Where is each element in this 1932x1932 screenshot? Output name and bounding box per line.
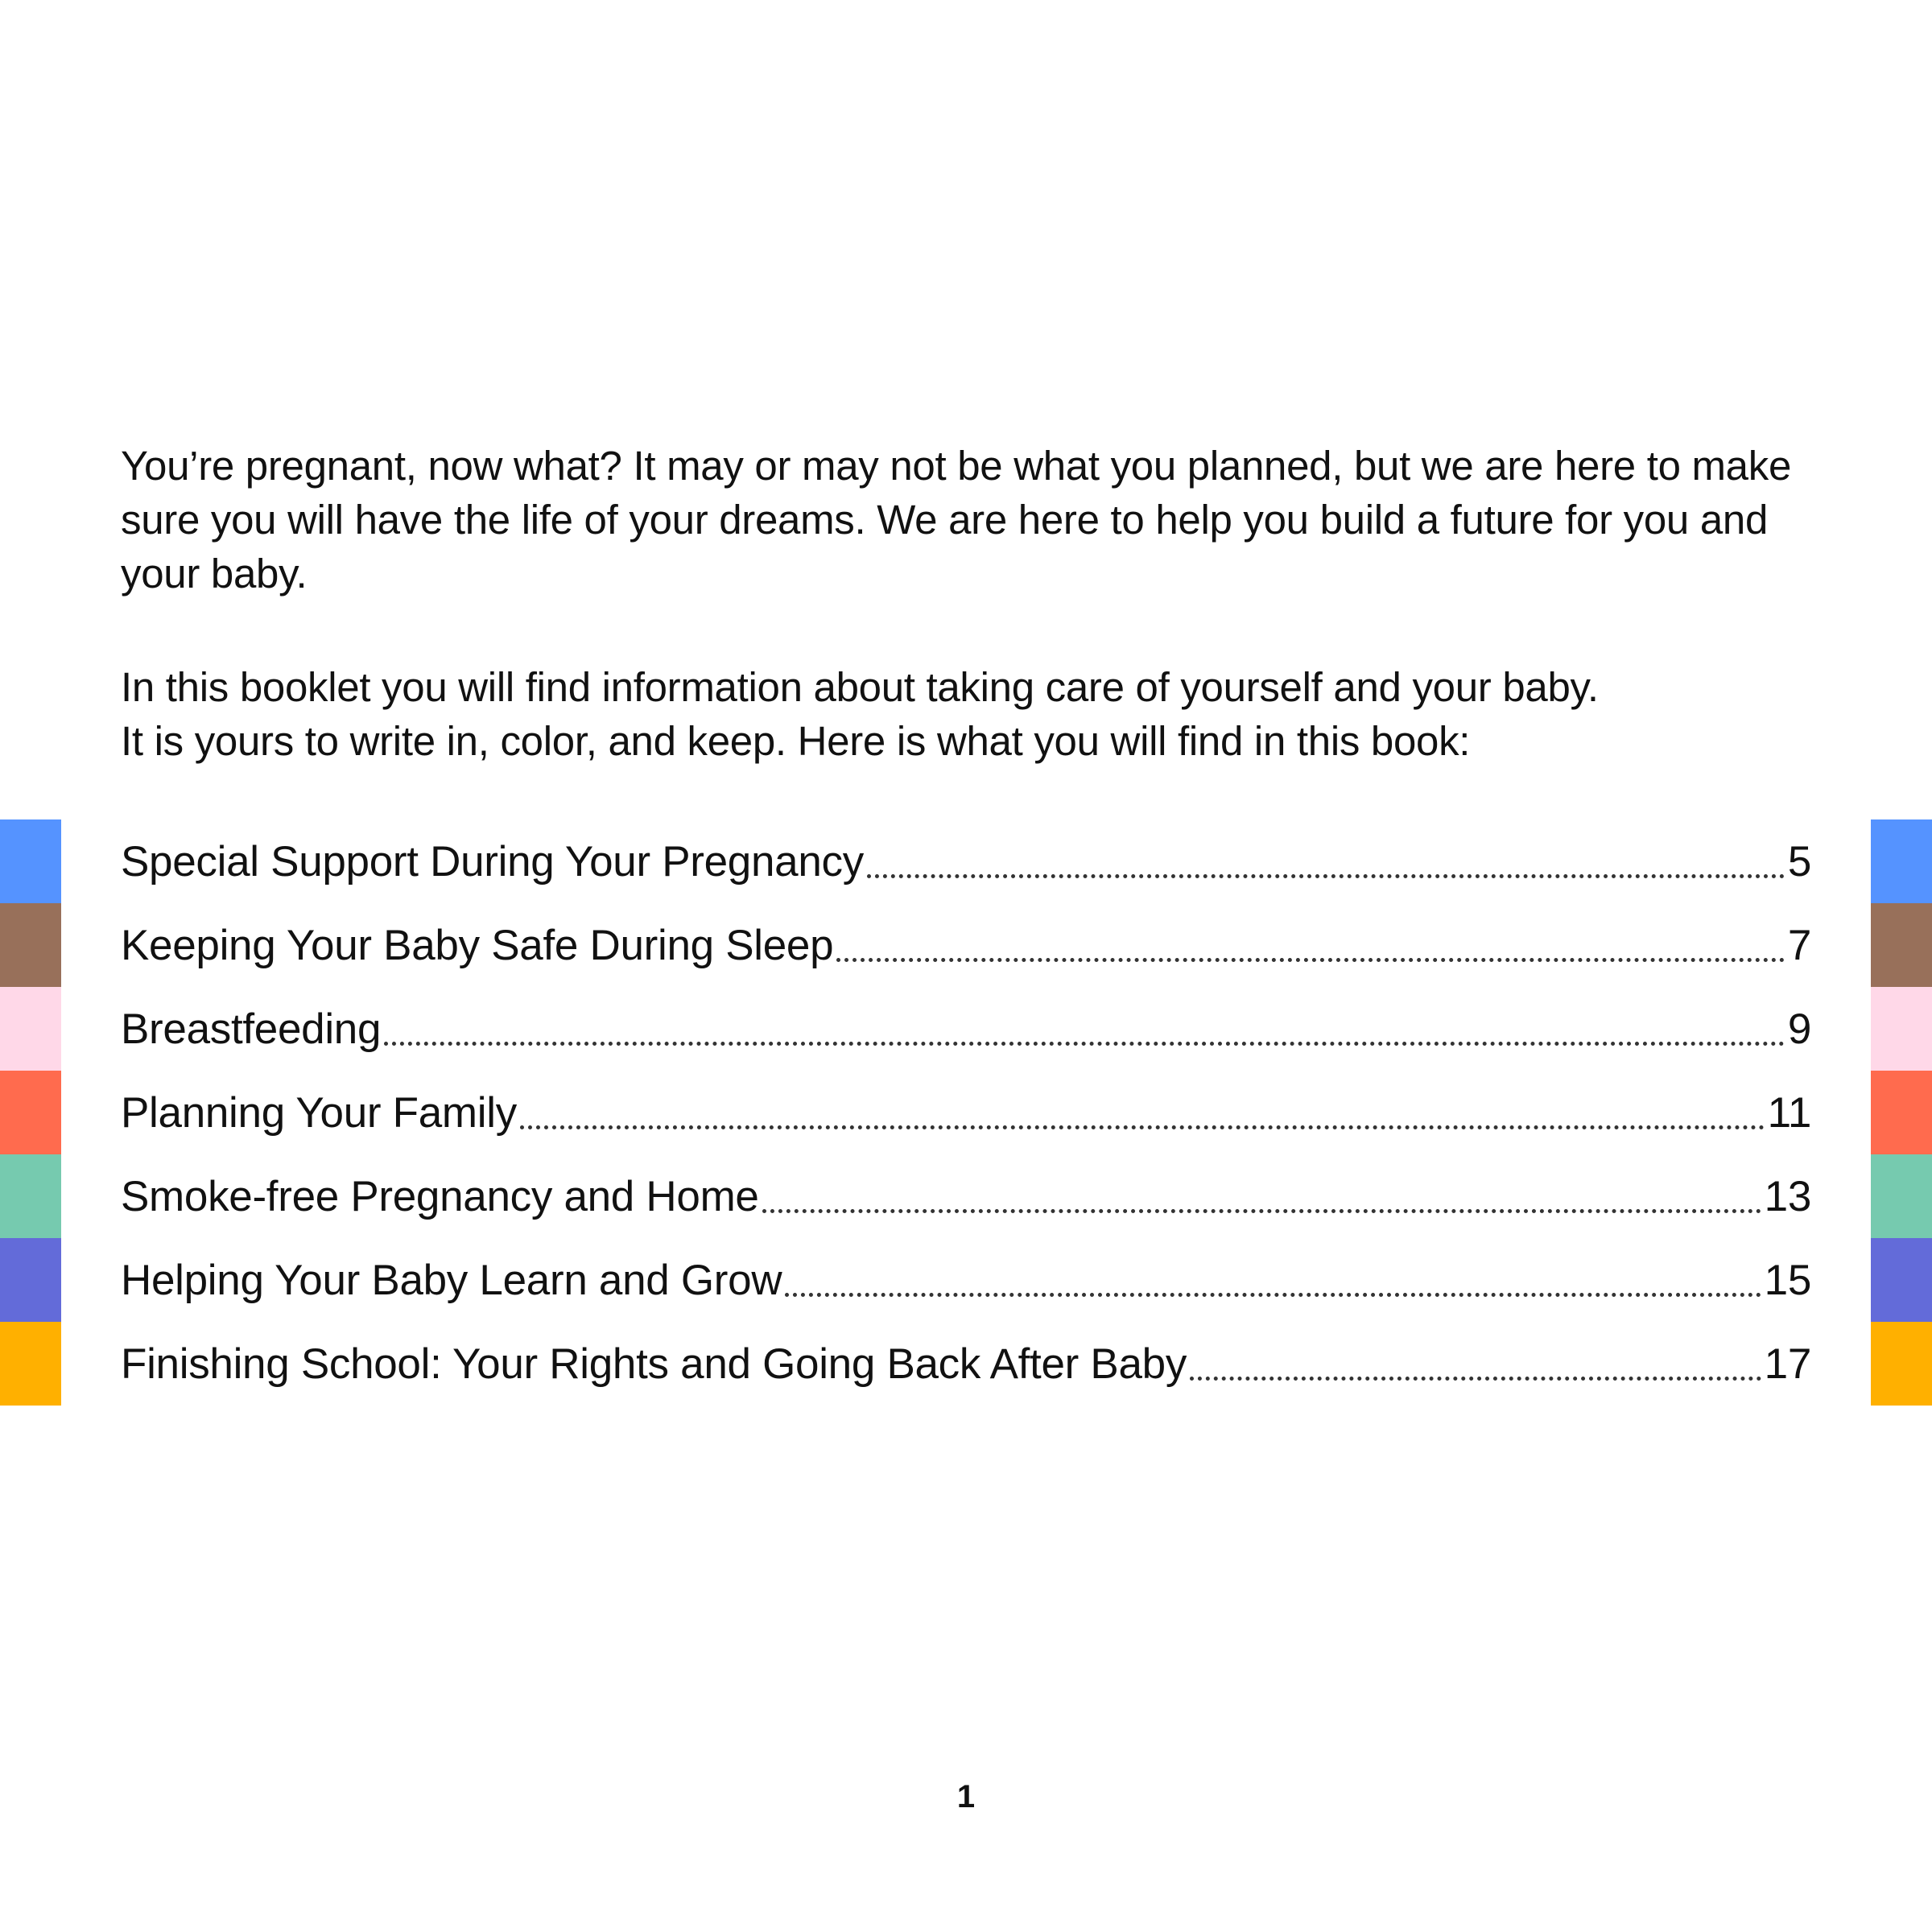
toc-entry-page: 17: [1764, 1340, 1811, 1388]
dot-leader: [520, 1125, 1765, 1129]
page-number: 1: [956, 1779, 976, 1814]
toc-entry-smoke-free[interactable]: [121, 1154, 1811, 1238]
booklet-description: [121, 660, 1819, 768]
dot-leader: [762, 1209, 1761, 1213]
toc-entry-page: 9: [1787, 1005, 1811, 1053]
color-tab: [1871, 1238, 1932, 1322]
color-tab: [0, 1322, 61, 1406]
toc-entry-title: Special Support During Your Pregnancy: [121, 837, 864, 886]
booklet-description-line-1: In this booklet you will find information about taking care of yourself and your baby.: [121, 664, 1599, 710]
toc-entry-title: Keeping Your Baby Safe During Sleep: [121, 921, 834, 969]
toc-entry-page: 5: [1787, 837, 1811, 886]
booklet-description-line-2: It is yours to write in, color, and keep. Here is what you will find in this book:: [121, 718, 1471, 764]
color-tab: [0, 987, 61, 1071]
toc-entry-finishing-school[interactable]: [121, 1322, 1811, 1406]
toc-entry-title: Helping Your Baby Learn and Grow: [121, 1256, 782, 1304]
color-tab: [1871, 1322, 1932, 1406]
toc-entry-breastfeeding[interactable]: [121, 987, 1811, 1071]
toc-entry-special-support[interactable]: [121, 819, 1811, 903]
color-tab: [1871, 903, 1932, 987]
toc-entry-planning-family[interactable]: [121, 1071, 1811, 1154]
color-tab: [0, 903, 61, 987]
toc-entry-page: 15: [1764, 1256, 1811, 1304]
table-of-contents: [121, 819, 1811, 1406]
color-tab: [0, 1071, 61, 1154]
color-tabs-left: [0, 819, 61, 1406]
color-tab: [0, 1154, 61, 1238]
toc-entry-page: 7: [1787, 921, 1811, 969]
toc-entry-title: Smoke-free Pregnancy and Home: [121, 1172, 759, 1220]
color-tab: [0, 1238, 61, 1322]
dot-leader: [867, 874, 1785, 878]
intro-paragraph: You’re pregnant, now what? It may or may not be what you planned, but we are here to make sure you will have the life of your dreams. We are here to help you build a future for you and your baby.: [121, 443, 1792, 597]
color-tab: [0, 819, 61, 903]
toc-entry-page: 11: [1767, 1088, 1811, 1137]
color-tab: [1871, 987, 1932, 1071]
color-tab: [1871, 1154, 1932, 1238]
dot-leader: [1190, 1377, 1761, 1381]
toc-entry-title: Planning Your Family: [121, 1088, 517, 1137]
color-tab: [1871, 819, 1932, 903]
toc-entry-title: Finishing School: Your Rights and Going Back After Baby: [121, 1340, 1187, 1388]
dot-leader: [836, 958, 1785, 962]
toc-entry-safe-sleep[interactable]: [121, 903, 1811, 987]
toc-entry-page: 13: [1764, 1172, 1811, 1220]
dot-leader: [785, 1293, 1761, 1297]
toc-entry-learn-grow[interactable]: [121, 1238, 1811, 1322]
toc-entry-title: Breastfeeding: [121, 1005, 382, 1053]
dot-leader: [384, 1042, 1785, 1046]
color-tab: [1871, 1071, 1932, 1154]
color-tabs-right: [1871, 819, 1932, 1406]
